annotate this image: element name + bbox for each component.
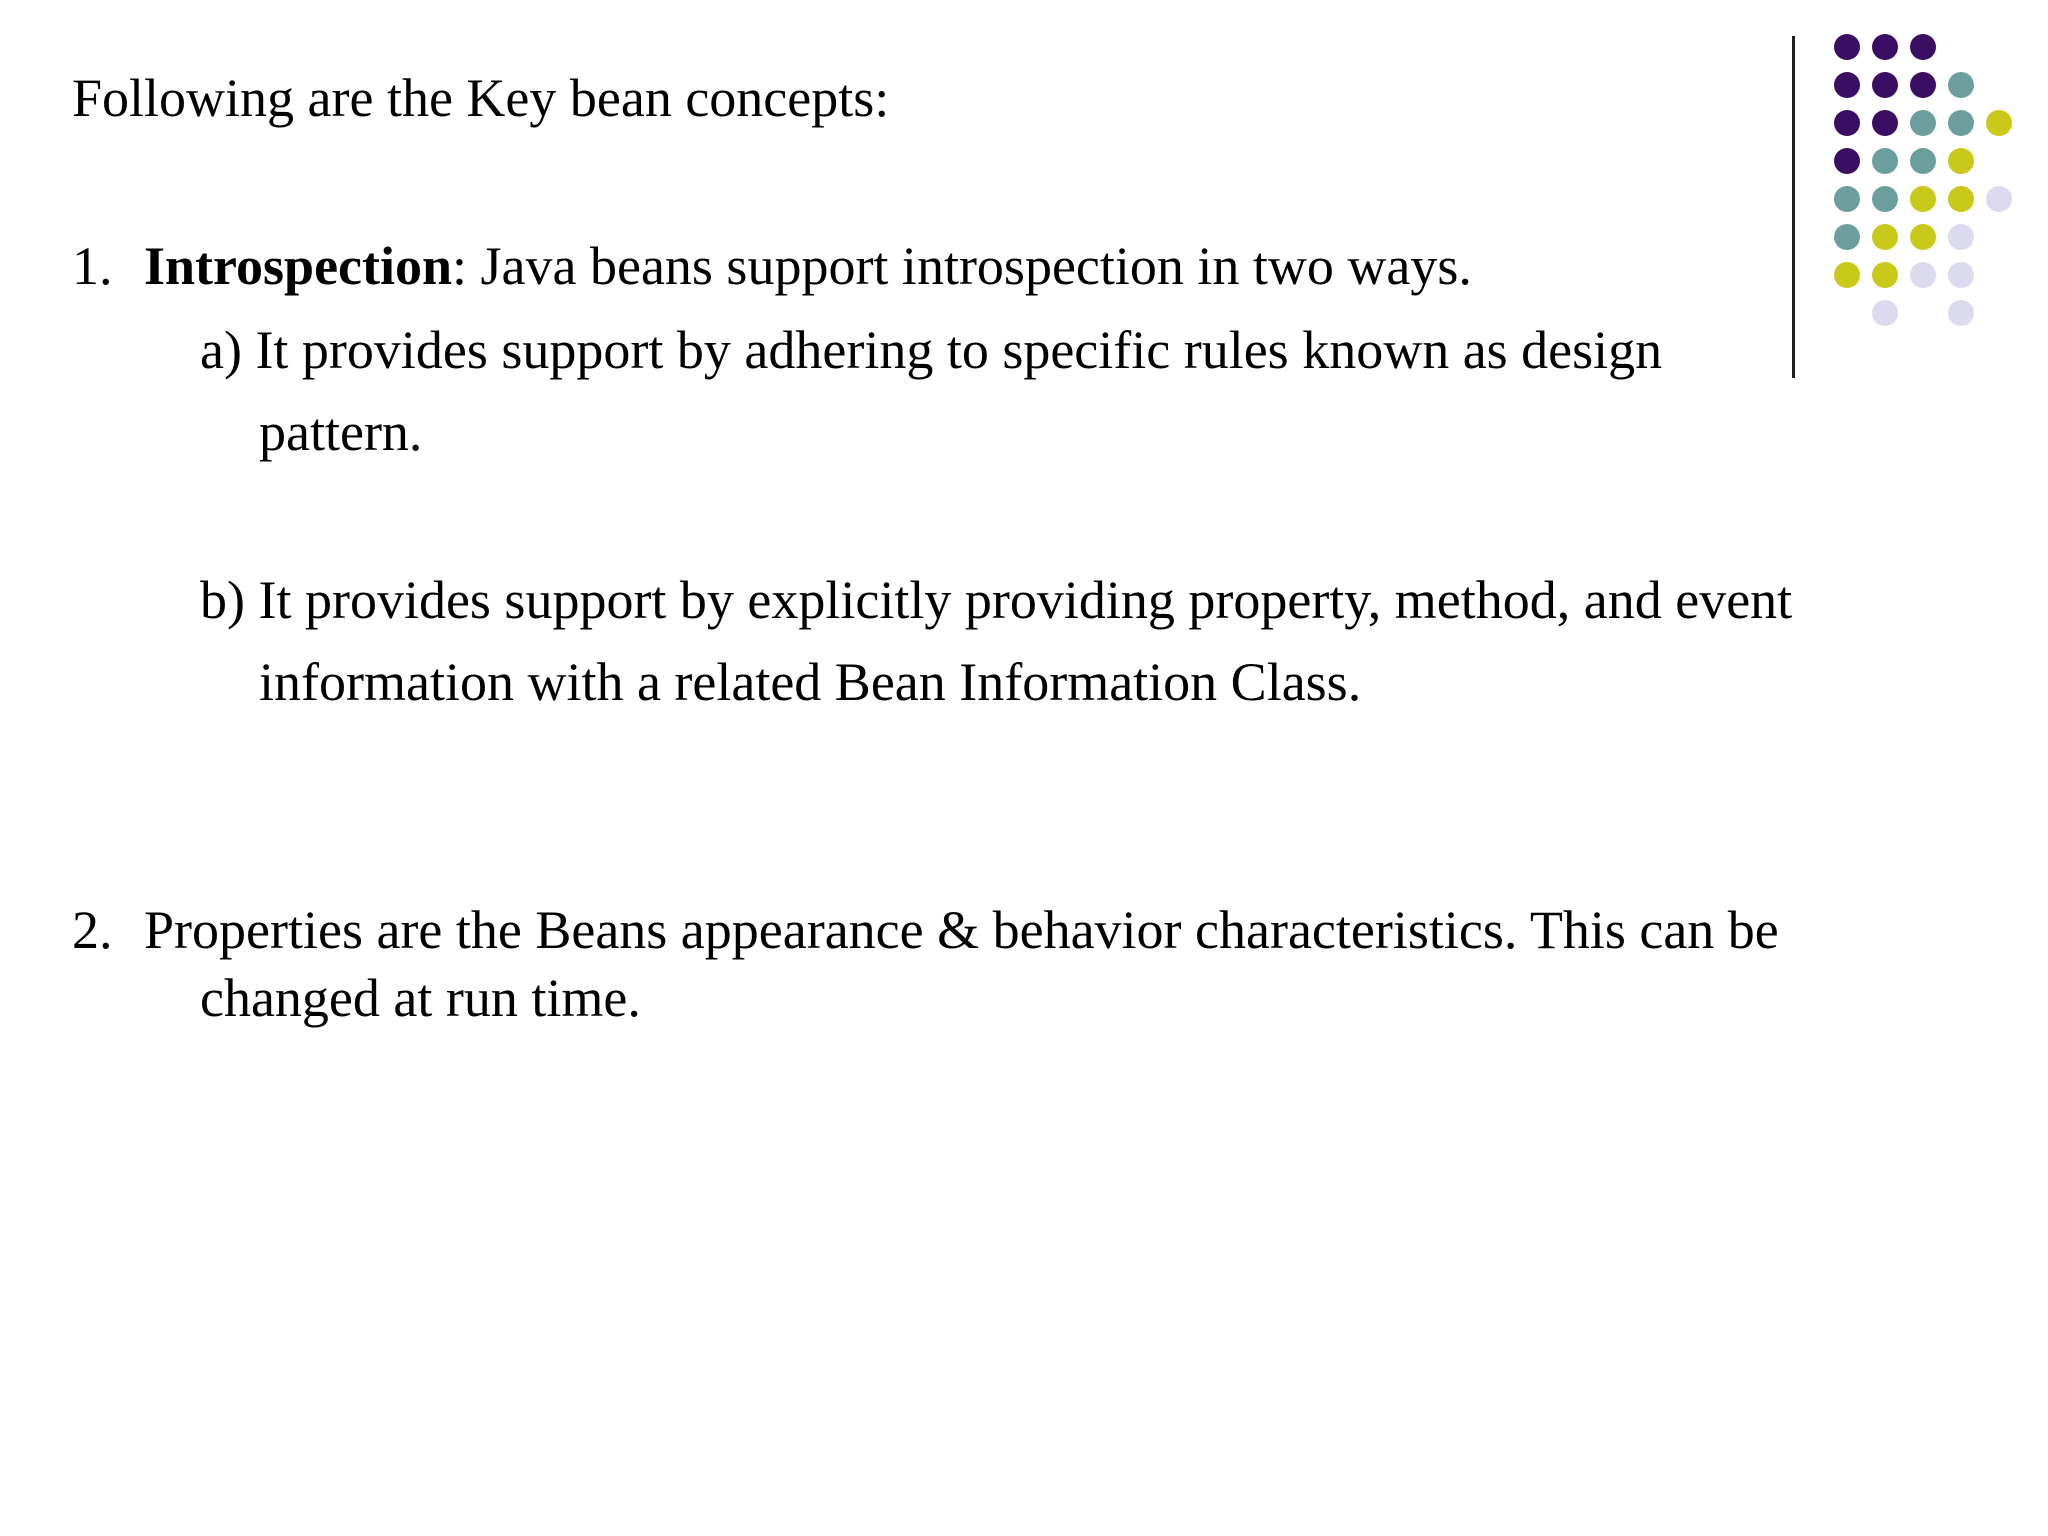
dot xyxy=(1986,186,2012,212)
dot xyxy=(1948,224,1974,250)
dot xyxy=(1834,262,1860,288)
dot xyxy=(1872,110,1898,136)
dot xyxy=(1834,148,1860,174)
dot xyxy=(1910,224,1936,250)
dot xyxy=(1834,224,1860,250)
dot xyxy=(1910,72,1936,98)
dot xyxy=(1910,148,1936,174)
dot xyxy=(1948,186,1974,212)
sub-item-b-line-2: information with a related Bean Information Class. xyxy=(259,652,1362,712)
dot xyxy=(1872,34,1898,60)
dot xyxy=(1872,262,1898,288)
sub-item-b-line-1: b) It provides support by explicitly providing property, method, and event xyxy=(200,570,1793,630)
dot xyxy=(1872,300,1898,326)
dot xyxy=(1872,224,1898,250)
properties-line-2: changed at run time. xyxy=(200,968,641,1028)
dot xyxy=(1948,300,1974,326)
list-item-2 xyxy=(72,898,1779,962)
dot xyxy=(1872,72,1898,98)
introspection-description: : Java beans support introspection in two ways. xyxy=(452,236,1472,296)
dot xyxy=(1948,72,1974,98)
dot xyxy=(1910,34,1936,60)
dot xyxy=(1834,110,1860,136)
dot xyxy=(1834,34,1860,60)
properties-line-1: Properties are the Beans appearance & behavior characteristics. This can be xyxy=(144,900,1779,960)
intro-heading: Following are the Key bean concepts: xyxy=(72,68,890,128)
dot xyxy=(1910,110,1936,136)
sub-item-a-line-1: a) It provides support by adhering to specific rules known as design xyxy=(200,320,1663,380)
dot xyxy=(1834,186,1860,212)
vertical-divider xyxy=(1792,36,1795,378)
introspection-term: Introspection xyxy=(144,236,453,296)
list-item-1 xyxy=(72,234,1472,298)
dot xyxy=(1910,262,1936,288)
dot xyxy=(1948,110,1974,136)
list-item-1-number: 1. xyxy=(72,236,113,296)
list-item-2-number: 2. xyxy=(72,900,113,960)
dot xyxy=(1834,72,1860,98)
dot xyxy=(1872,148,1898,174)
dot xyxy=(1948,148,1974,174)
dot xyxy=(1986,110,2012,136)
dot xyxy=(1948,262,1974,288)
sub-item-a-line-2: pattern. xyxy=(259,402,423,462)
dot xyxy=(1872,186,1898,212)
dot xyxy=(1910,186,1936,212)
